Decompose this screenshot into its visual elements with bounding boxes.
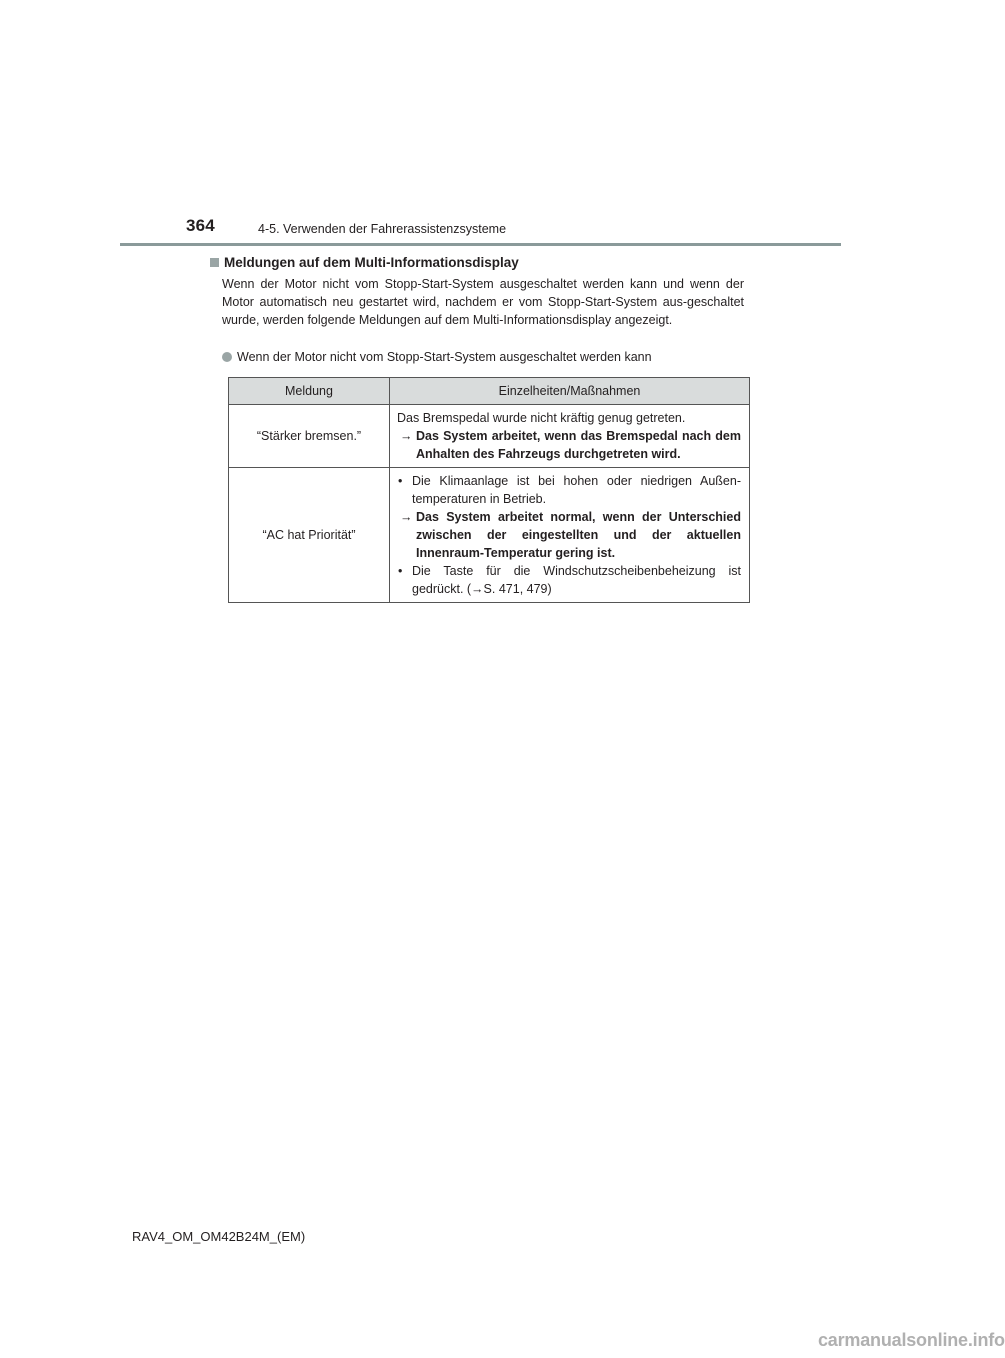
detail-action: [397, 427, 741, 463]
arrow-icon: →: [400, 510, 413, 524]
arrow-icon: →: [400, 429, 413, 443]
circle-bullet-icon: [222, 352, 232, 362]
table-header-row: [229, 378, 750, 405]
square-bullet-icon: [210, 258, 219, 267]
detail-bullet-text: Die Klimaanlage ist bei hohen oder niedrigen Außen-temperaturen in Betrieb.: [412, 474, 741, 506]
page-number: 364: [186, 216, 215, 235]
table-row: [229, 468, 750, 603]
section-heading-text: Meldungen auf dem Multi-Informationsdisplay: [224, 255, 519, 270]
detail-action: [397, 508, 741, 562]
section-heading: [210, 255, 519, 270]
chapter-title: 4-5. Verwenden der Fahrerassistenzsysteme: [258, 222, 507, 236]
message-table: [228, 377, 750, 603]
detail-bullet-text: Die Taste für die Windschutzscheibenbeheizung ist gedrückt. (→S. 471, 479): [412, 564, 741, 596]
watermark: carmanualsonline.info: [818, 1330, 1005, 1350]
table-row: [229, 405, 750, 468]
detail-action-text: Das System arbeitet normal, wenn der Unterschied zwischen der eingestellten und der aktuellen Innenraum-Temperatur gering ist.: [416, 510, 741, 560]
dot-icon: •: [398, 474, 403, 488]
table-header-details: Einzelheiten/Maßnahmen: [390, 378, 750, 405]
detail-bullet: [397, 562, 741, 598]
detail-bullet: [397, 472, 741, 508]
detail-cell: [390, 468, 750, 603]
detail-cell: [390, 405, 750, 468]
bullet-item: [222, 350, 652, 364]
detail-text: Das Bremspedal wurde nicht kräftig genug getreten.: [397, 411, 686, 425]
message-cell: “AC hat Priorität”: [229, 468, 390, 603]
body-paragraph: Wenn der Motor nicht vom Stopp-Start-System ausgeschaltet werden kann und wenn der Motor automatisch neu gestartet wird, nachdem er vom Stopp-Start-System aus-geschaltet wurde, werden folgende Meldungen auf dem Multi-Informationsdisplay angezeigt.: [222, 277, 744, 327]
message-cell: “Stärker bremsen.”: [229, 405, 390, 468]
header-divider: [120, 243, 841, 246]
document-code: RAV4_OM_OM42B24M_(EM): [132, 1229, 306, 1244]
detail-action-text: Das System arbeitet, wenn das Bremspedal nach dem Anhalten des Fahrzeugs durchgetreten wird.: [416, 429, 741, 461]
table-header-message: Meldung: [229, 378, 390, 405]
dot-icon: •: [398, 564, 403, 578]
bullet-text: Wenn der Motor nicht vom Stopp-Start-System ausgeschaltet werden kann: [237, 350, 652, 364]
